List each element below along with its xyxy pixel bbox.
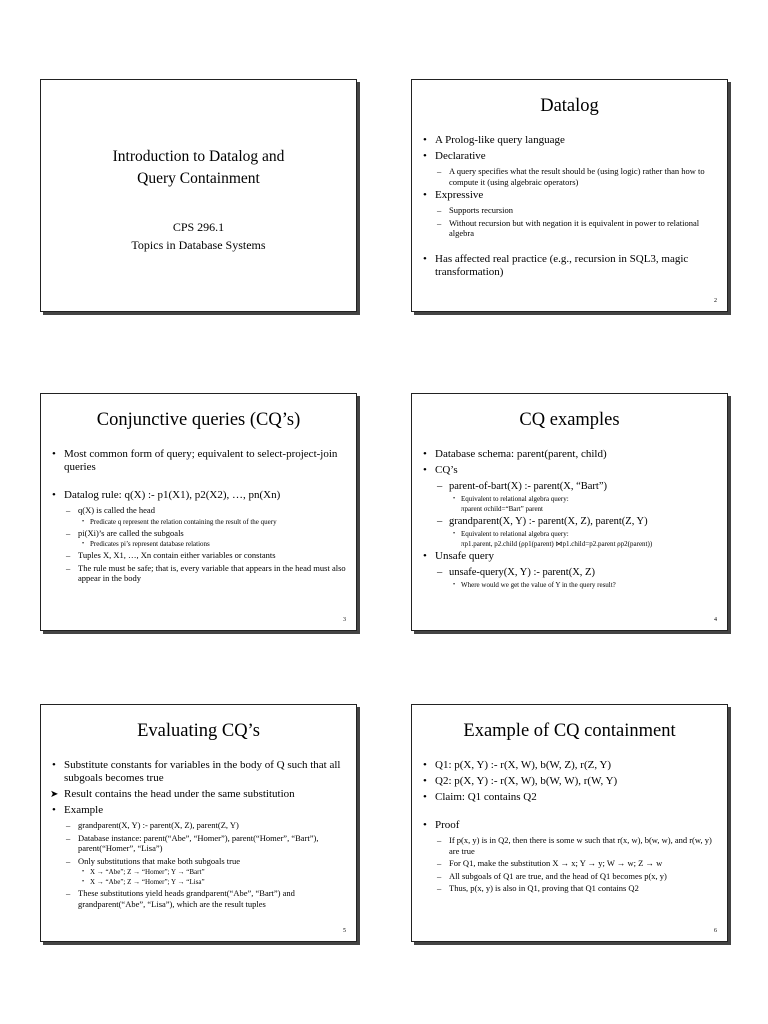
sub-sub-bullet: • Where would we get the value of Y in the query result? — [423, 581, 717, 590]
sub-sub-bullet: • X → “Abe”; Z → “Homer”; Y → “Bart” — [52, 868, 346, 877]
slide-2 — [411, 79, 728, 312]
slide-title: Evaluating CQ’s — [137, 721, 260, 741]
bullet: • Declarative — [423, 150, 717, 163]
algebra-expression: πparent σchild=“Bart” parent — [461, 505, 543, 513]
sub-bullet: – Thus, p(x, y) is also in Q1, proving that Q1 contains Q2 — [423, 883, 717, 894]
slide-subtitle — [41, 218, 356, 254]
slide-body — [423, 134, 717, 282]
slide-title: CQ examples — [519, 410, 620, 430]
sub-bullet: – pi(Xi)’s are called the subgoals — [52, 528, 346, 539]
bullet: • Example — [52, 804, 346, 817]
bullet: • Claim: Q1 contains Q2 — [423, 791, 717, 804]
sub-bullet: – unsafe-query(X, Y) :- parent(X, Z) — [423, 566, 717, 579]
bullet: • Q2: p(X, Y) :- r(X, W), b(W, W), r(W, Y) — [423, 775, 717, 788]
slide-3 — [40, 393, 357, 631]
slide-1 — [40, 79, 357, 312]
sub-bullet: – Supports recursion — [423, 205, 717, 216]
page-number: 2 — [714, 298, 717, 304]
slide-title: Conjunctive queries (CQ’s) — [96, 410, 301, 430]
page-number: 6 — [714, 928, 717, 934]
sub-bullet: – q(X) is called the head — [52, 505, 346, 516]
sub-bullet: – grandparent(X, Y) :- parent(X, Z), parent(Z, Y) — [52, 820, 346, 831]
slide-body — [52, 448, 346, 586]
slide-body — [52, 759, 346, 911]
arrow-bullet: ➤ Result contains the head under the same substitution — [52, 788, 346, 801]
sub-bullet: – Database instance: parent(“Abe”, “Homer”), parent(“Homer”, “Bart”), parent(“Homer”, “Lisa”) — [52, 833, 346, 854]
sub-bullet: – grandparent(X, Y) :- parent(X, Z), parent(Z, Y) — [423, 515, 717, 528]
bullet: • Datalog rule: q(X) :- p1(X1), p2(X2), …, pn(Xn) — [52, 489, 346, 502]
bullet: • Expressive — [423, 189, 717, 202]
slide-body — [423, 759, 717, 896]
slide-6 — [411, 704, 728, 942]
sub-bullet: – Tuples X, X1, …, Xn contain either variables or constants — [52, 550, 346, 561]
bullet: • Most common form of query; equivalent to select-project-join queries — [52, 448, 346, 474]
bullet: • Has affected real practice (e.g., recursion in SQL3, magic transformation) — [423, 253, 717, 279]
title-line: Query Containment — [137, 170, 260, 187]
slide-title: Example of CQ containment — [463, 721, 676, 741]
page-number: 5 — [343, 928, 346, 934]
title-line: Introduction to Datalog and — [112, 148, 285, 165]
sub-bullet: – Without recursion but with negation it is equivalent in power to relational algebra — [423, 218, 717, 239]
bullet: • Database schema: parent(parent, child) — [423, 448, 717, 461]
algebra-expression: πp1.parent, p2.child (ρp1(parent) ⋈p1.child=p2.parent ρp2(parent)) — [461, 540, 653, 548]
bullet: • Unsafe query — [423, 550, 717, 563]
course-number: CPS 296.1 — [172, 220, 225, 234]
bullet: • CQ’s — [423, 464, 717, 477]
bullet: • Proof — [423, 819, 717, 832]
page-number: 3 — [343, 617, 346, 623]
slide-5 — [40, 704, 357, 942]
sub-bullet: – The rule must be safe; that is, every variable that appears in the head must also appear in the body — [52, 563, 346, 584]
sub-bullet: – A query specifies what the result should be (using logic) rather than how to compute it (using algebraic operators) — [423, 166, 717, 187]
sub-bullet: – parent-of-bart(X) :- parent(X, “Bart”) — [423, 480, 717, 493]
sub-bullet: – For Q1, make the substitution X → x; Y → y; W → w; Z → w — [423, 858, 717, 869]
slide-4 — [411, 393, 728, 631]
bullet: • A Prolog-like query language — [423, 134, 717, 147]
sub-sub-bullet: • Predicate q represent the relation containing the result of the query — [52, 518, 346, 527]
sub-sub-bullet: • X → “Abe”; Z → “Homer”; Y → “Lisa” — [52, 878, 346, 887]
sub-sub-bullet: • Equivalent to relational algebra query: — [423, 495, 717, 504]
sub-bullet: – Only substitutions that make both subgoals true — [52, 856, 346, 867]
sub-bullet: – All subgoals of Q1 are true, and the head of Q1 becomes p(x, y) — [423, 871, 717, 882]
sub-bullet: – If p(x, y) is in Q2, then there is some w such that r(x, w), b(w, w), and r(w, y) are true — [423, 835, 717, 856]
slide-body — [423, 448, 717, 591]
sub-sub-bullet: • Predicates pi’s represent database relations — [52, 540, 346, 549]
slide-title — [41, 146, 356, 190]
sub-sub-bullet: • Equivalent to relational algebra query: — [423, 530, 717, 539]
sub-bullet: – These substitutions yield heads grandparent(“Abe”, “Bart”) and grandparent(“Abe”, “Lisa”), which are the result tuples — [52, 888, 346, 909]
course-name: Topics in Database Systems — [131, 238, 266, 252]
bullet: • Substitute constants for variables in the body of Q such that all subgoals becomes true — [52, 759, 346, 785]
slide-title: Datalog — [540, 96, 599, 116]
page-number: 4 — [714, 617, 717, 623]
bullet: • Q1: p(X, Y) :- r(X, W), b(W, Z), r(Z, Y) — [423, 759, 717, 772]
